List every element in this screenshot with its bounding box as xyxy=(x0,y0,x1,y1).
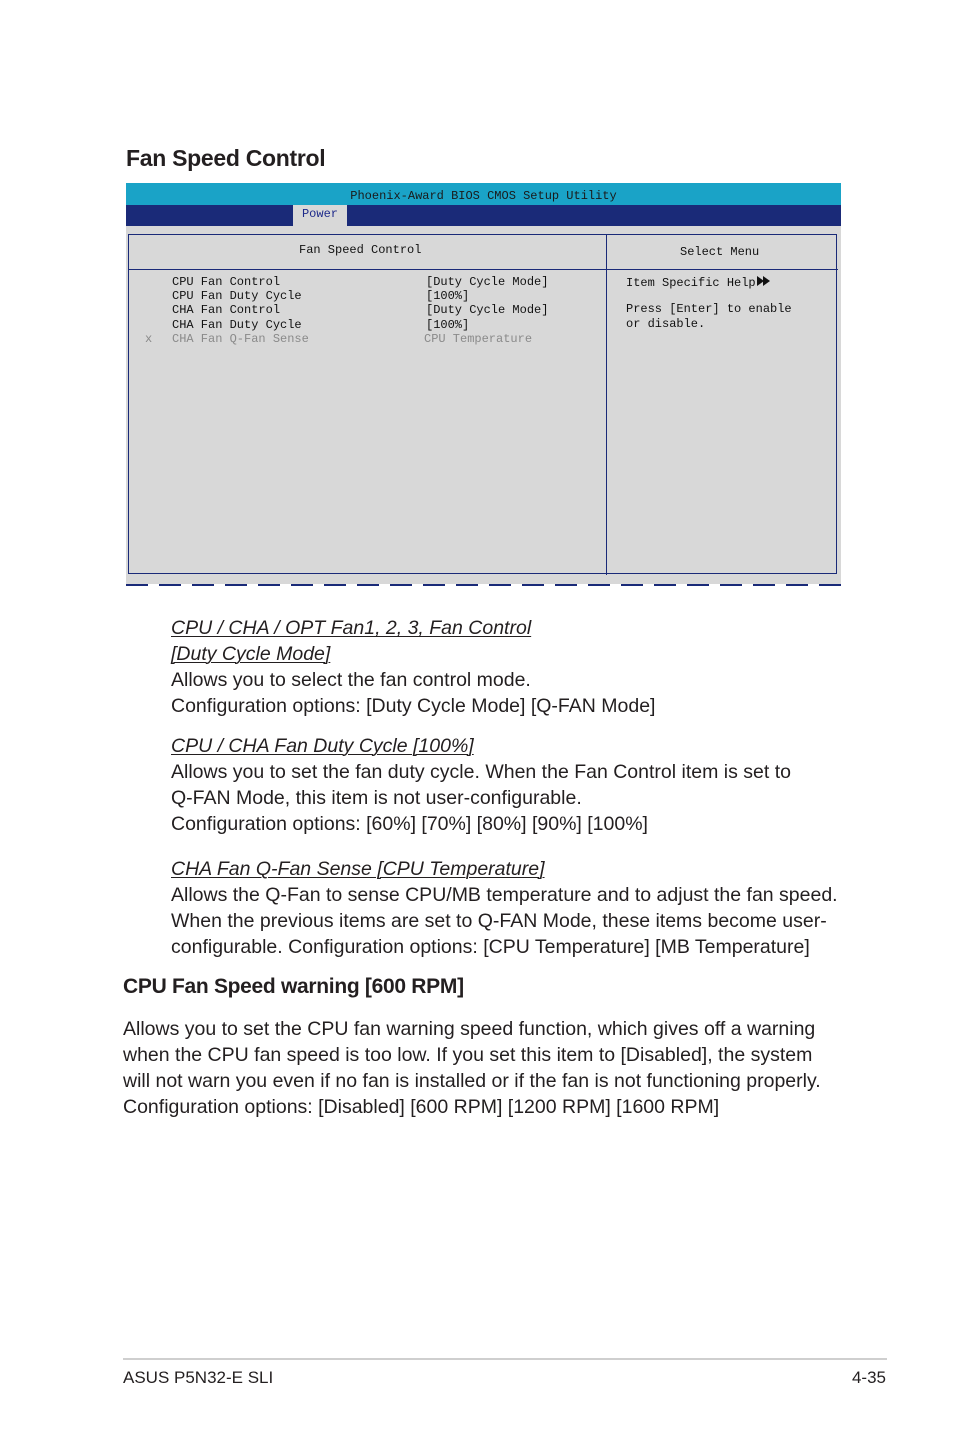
section-paragraph: Configuration options: [Disabled] [600 RPM] [1200 RPM] [1600 RPM] xyxy=(123,1096,720,1118)
item-description: Q-FAN Mode, this item is not user-configurable. xyxy=(171,787,582,809)
bios-row-label: CHA Fan Q-Fan Sense xyxy=(172,332,309,346)
bios-help-heading-text: Item Specific Help xyxy=(626,276,756,291)
item-description: Configuration options: [Duty Cycle Mode] [Q-FAN Mode] xyxy=(171,695,656,717)
item-title: [Duty Cycle Mode] xyxy=(171,643,331,665)
bios-row-value: [100%] xyxy=(426,318,470,332)
bios-row-label: CHA Fan Duty Cycle xyxy=(172,318,302,332)
bios-row-disabled-marker: x xyxy=(145,332,153,346)
bios-help-title: Select Menu xyxy=(680,245,760,259)
bios-bottom-dashed-border xyxy=(126,584,841,586)
bios-row-value: [Duty Cycle Mode] xyxy=(426,275,549,289)
item-description: Allows you to select the fan control mode. xyxy=(171,669,531,691)
bios-screenshot xyxy=(126,183,841,588)
bios-row-label: CPU Fan Control xyxy=(172,275,281,289)
bios-row-value: CPU Temperature xyxy=(424,332,533,346)
bios-help-line: Press [Enter] to enable xyxy=(626,302,792,316)
bios-help-line: or disable. xyxy=(626,317,706,331)
item-title: CPU / CHA Fan Duty Cycle [100%] xyxy=(171,735,474,757)
footer-page-number: 4-35 xyxy=(851,1368,886,1387)
bios-row-cha-fan-duty-cycle[interactable] xyxy=(129,318,599,332)
footer-product-name: ASUS P5N32-E SLI xyxy=(123,1368,274,1387)
bios-divider-vertical xyxy=(606,235,607,575)
bios-row-cha-fan-control[interactable] xyxy=(129,303,599,317)
bios-row-value: [Duty Cycle Mode] xyxy=(426,303,549,317)
bios-menu-bar xyxy=(126,205,841,226)
section-title-fan-speed-control: Fan Speed Control xyxy=(126,145,326,171)
bios-row-cpu-fan-control[interactable] xyxy=(129,275,599,289)
bios-row-cpu-fan-duty-cycle[interactable] xyxy=(129,289,599,303)
bios-title-bar: Phoenix-Award BIOS CMOS Setup Utility xyxy=(126,183,841,205)
item-description: Configuration options: [60%] [70%] [80%] [90%] [100%] xyxy=(171,813,648,835)
item-description: configurable. Configuration options: [CPU Temperature] [MB Temperature] xyxy=(171,936,810,958)
item-title: CHA Fan Q-Fan Sense [CPU Temperature] xyxy=(171,858,545,880)
bios-divider-horizontal xyxy=(129,269,838,270)
item-description: Allows you to set the fan duty cycle. When the Fan Control item is set to xyxy=(171,761,791,783)
bios-row-value: [100%] xyxy=(426,289,470,303)
section-paragraph: Allows you to set the CPU fan warning speed function, which gives off a warning xyxy=(123,1018,816,1040)
section-paragraph: will not warn you even if no fan is installed or if the fan is not functioning properly. xyxy=(123,1070,821,1092)
double-arrow-icon xyxy=(757,273,773,291)
item-description: When the previous items are set to Q-FAN Mode, these items become user- xyxy=(171,910,827,932)
bios-frame xyxy=(128,234,837,574)
footer-rule xyxy=(123,1358,887,1360)
bios-row-cha-fan-q-fan-sense xyxy=(129,332,599,346)
section-title-cpu-fan-speed-warning: CPU Fan Speed warning [600 RPM] xyxy=(123,975,464,998)
item-description: Allows the Q-Fan to sense CPU/MB temperature and to adjust the fan speed. xyxy=(171,884,838,906)
bios-body xyxy=(126,226,841,584)
bios-tab-power[interactable]: Power xyxy=(293,205,347,226)
bios-row-label: CHA Fan Control xyxy=(172,303,281,317)
bios-panel-title: Fan Speed Control xyxy=(299,243,422,257)
bios-help-heading xyxy=(626,273,773,291)
bios-row-label: CPU Fan Duty Cycle xyxy=(172,289,302,303)
section-paragraph: when the CPU fan speed is too low. If you set this item to [Disabled], the system xyxy=(123,1044,813,1066)
item-title: CPU / CHA / OPT Fan1, 2, 3, Fan Control xyxy=(171,617,532,639)
